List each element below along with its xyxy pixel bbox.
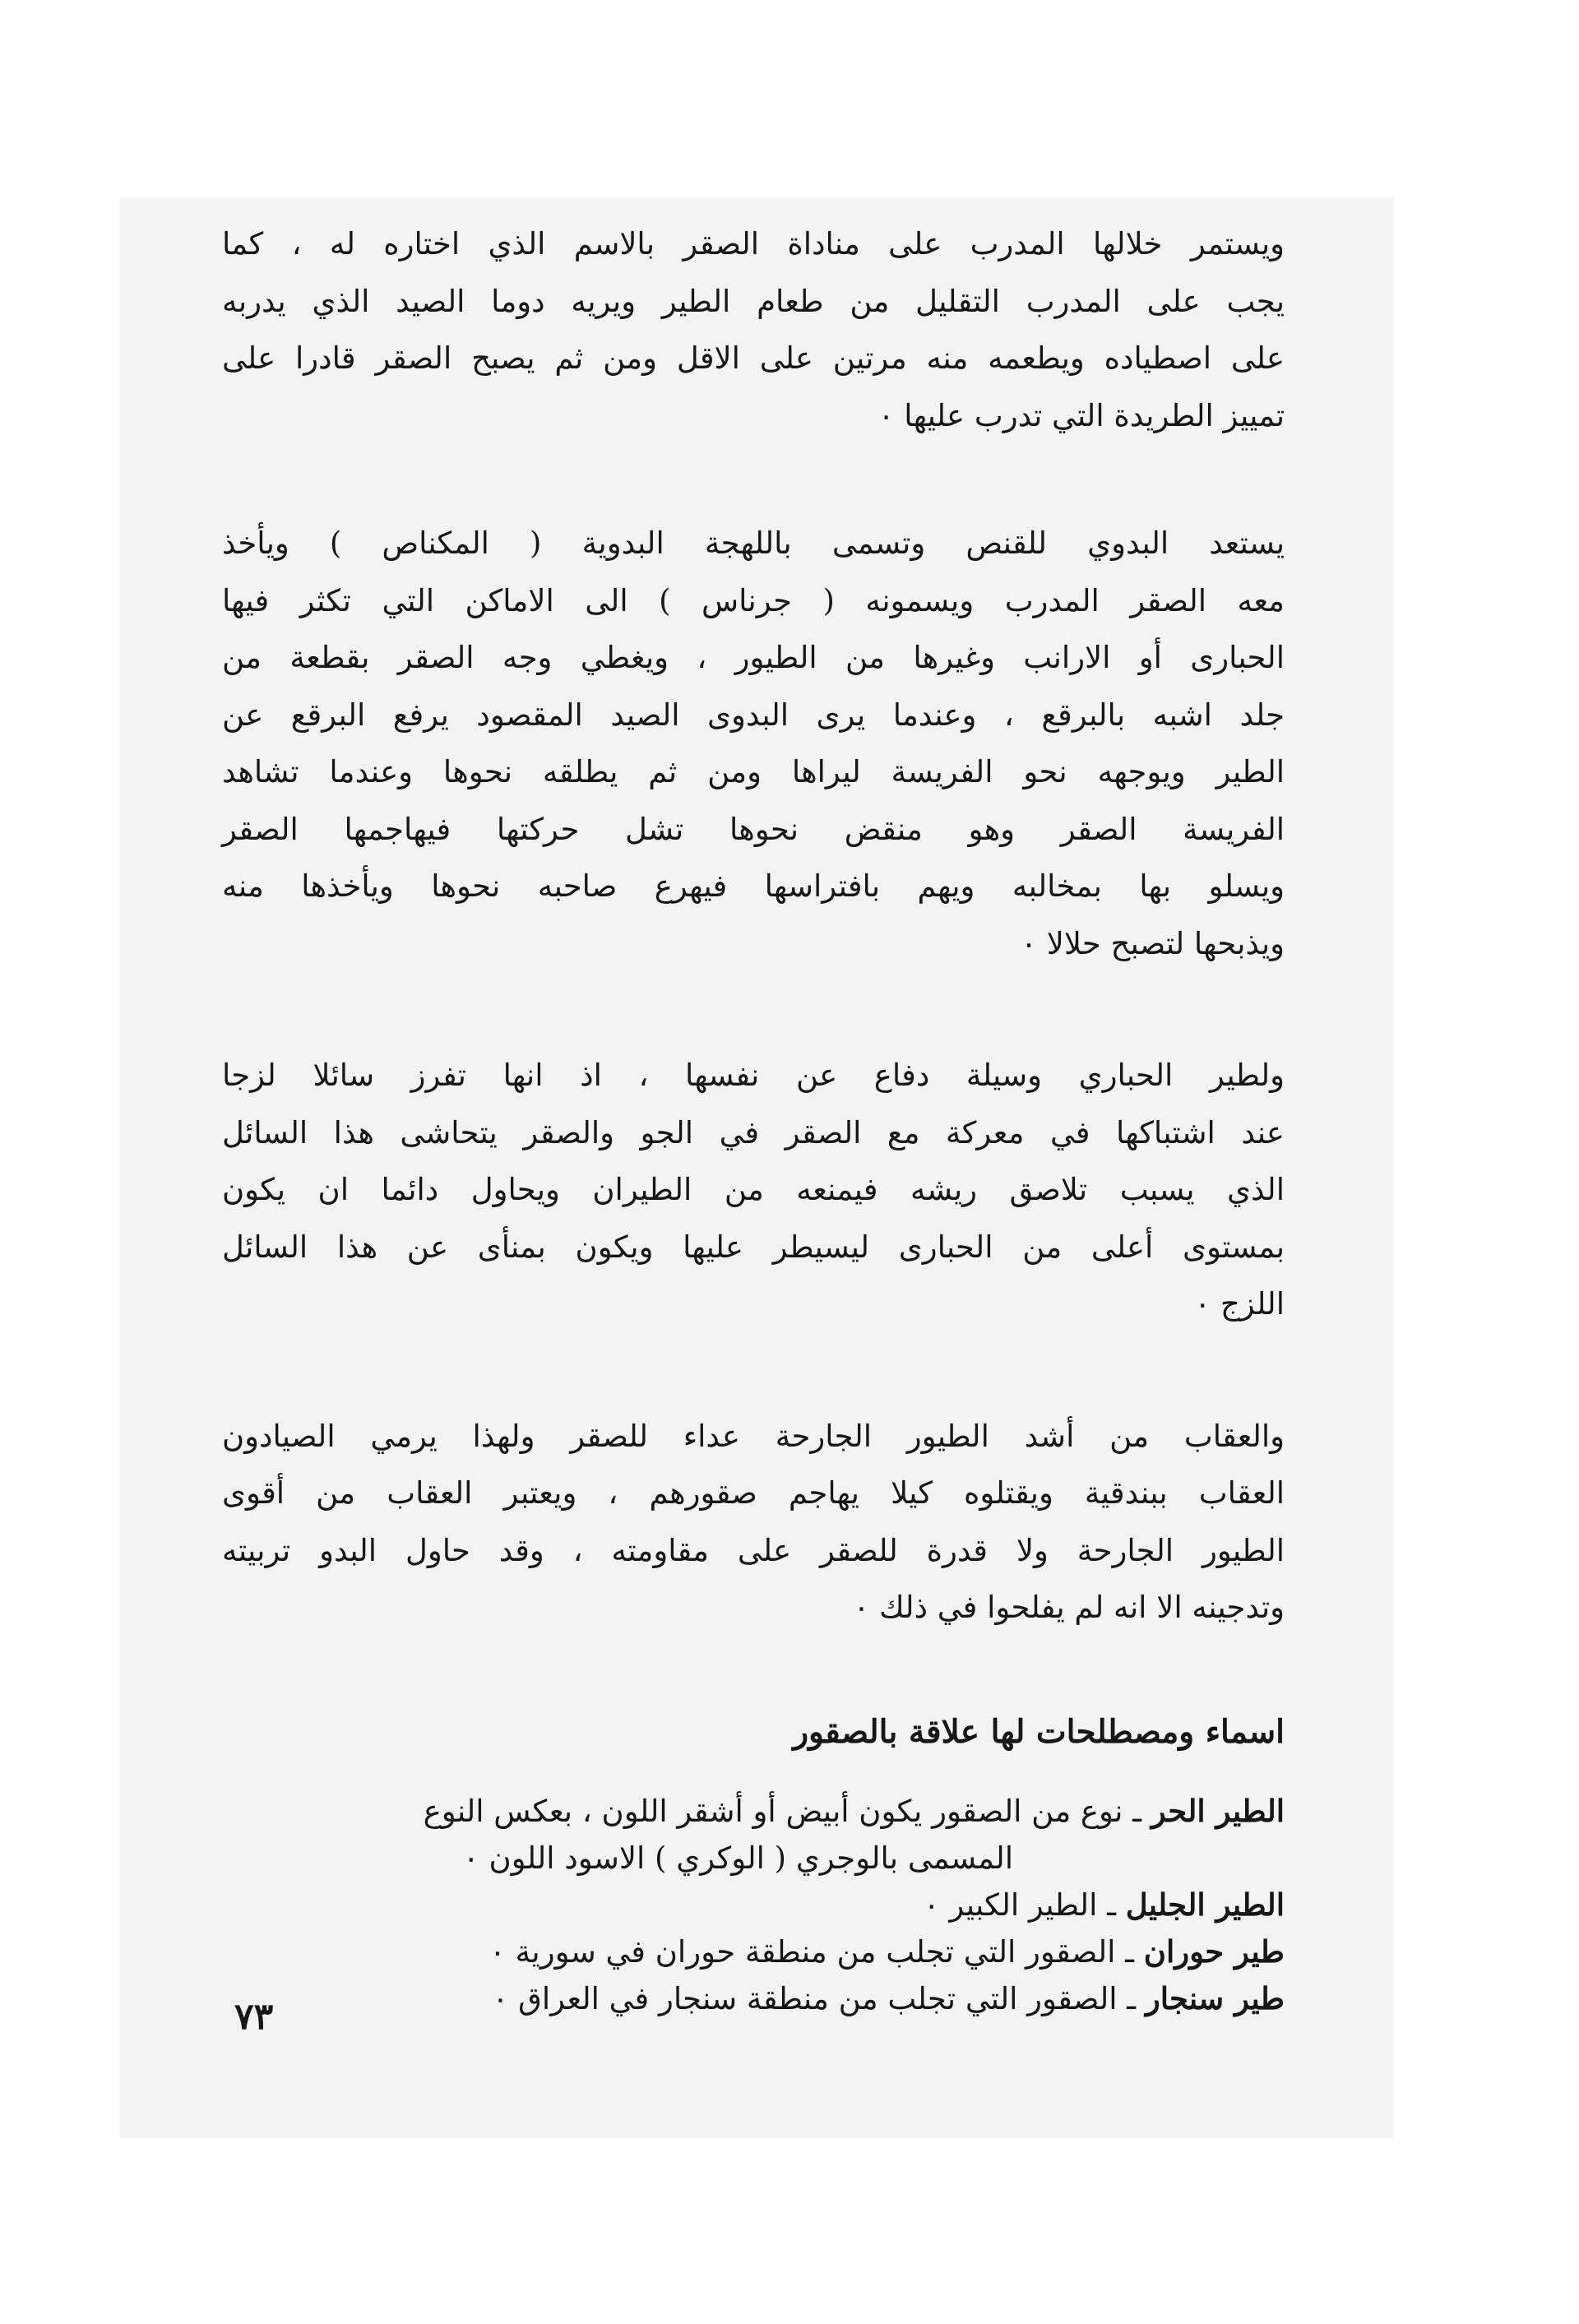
paragraph-line: اللزج ٠	[1194, 1286, 1285, 1322]
paragraph-line: والعقاب من أشد الطيور الجارحة عداء للصقر ولهذا يرمي الصيادون	[222, 1418, 1285, 1454]
paragraph-line: الذي يسبب تلاصق ريشه فيمنعه من الطيران ويحاول دائما ان يكون	[222, 1172, 1285, 1207]
glossary-entry	[222, 1882, 1285, 1928]
paragraph-3	[222, 1047, 1285, 1333]
paragraph-line: على اصطياده ويطعمه منه مرتين على الاقل ومن ثم يصبح الصقر قادرا على	[222, 340, 1285, 376]
glossary-term: طير حوران	[1143, 1933, 1285, 1970]
paragraph-line: الطيور الجارحة ولا قدرة للصقر على مقاومته ، وقد حاول البدو تربيته	[222, 1532, 1285, 1568]
paragraph-line: الحبارى أو الارانب وغيرها من الطيور ، ويغطي وجه الصقر بقطعة من	[222, 640, 1285, 675]
glossary-definition: الصقور التي تجلب من منطقة حوران في سورية ٠	[489, 1933, 1116, 1970]
paragraph-line: تمييز الطريدة التي تدرب عليها ٠	[877, 397, 1285, 433]
paragraph-line: جلد اشبه بالبرقع ، وعندما يرى البدوى الصيد المقصود يرفع البرقع عن	[222, 697, 1285, 733]
paragraph-4	[222, 1408, 1285, 1637]
glossary-list	[222, 1788, 1285, 2022]
term-separator: ـ	[1123, 1793, 1151, 1829]
glossary-definition: نوع من الصقور يكون أبيض أو أشقر اللون ، بعكس النوع	[423, 1793, 1123, 1829]
glossary-definition-continuation: المسمى بالوجري ( الوكري ) الاسود اللون ٠	[462, 1840, 1013, 1876]
book-page	[222, 215, 1285, 2022]
glossary-definition: الطير الكبير ٠	[923, 1887, 1098, 1923]
paragraph-line: عند اشتباكها في معركة مع الصقر في الجو والصقر يتحاشى هذا السائل	[222, 1114, 1285, 1150]
paragraph-line: وتدجينه الا انه لم يفلحوا في ذلك ٠	[853, 1590, 1285, 1625]
paragraph-line: معه الصقر المدرب ويسمونه ( جرناس ) الى الاماكن التي تكثر فيها	[222, 582, 1285, 618]
paragraph-line: بمستوى أعلى من الحبارى ليسيطر عليها ويكون بمنأى عن هذا السائل	[222, 1229, 1285, 1265]
paragraph-line: ويستمر خلالها المدرب على مناداة الصقر بالاسم الذي اختاره له ، كما	[222, 226, 1285, 262]
paragraph-line: ولطير الحباري وسيلة دفاع عن نفسها ، اذ انها تفرز سائلا لزجا	[222, 1058, 1285, 1093]
paragraph-line: ويذبحها لتصبح حلالا ٠	[1021, 925, 1285, 961]
glossary-term: الطير الجليل	[1125, 1886, 1285, 1923]
paragraph-2	[222, 515, 1285, 972]
paragraph-line: الطير ويوجهه نحو الفريسة ليراها ومن ثم يطلقه نحوها وعندما تشاهد	[222, 754, 1285, 789]
paragraph-line: يستعد البدوي للقنص وتسمى باللهجة البدوية ( المكناص ) ويأخذ	[222, 525, 1285, 561]
glossary-entry	[222, 1975, 1285, 2022]
glossary-entry	[222, 1928, 1285, 1975]
paragraph-line: العقاب ببندقية ويقتلوه كيلا يهاجم صقورهم ، ويعتبر العقاب من أقوى	[222, 1475, 1285, 1511]
paragraph-line: يجب على المدرب التقليل من طعام الطير ويريه دوما الصيد الذي يدربه	[222, 283, 1285, 319]
paragraph-line: ويسلو بها بمخالبه ويهم بافتراسها فيهرع صاحبه نحوها ويأخذها منه	[222, 868, 1285, 904]
term-separator: ـ	[1115, 1933, 1144, 1970]
paragraph-line: الفريسة الصقر وهو منقض نحوها تشل حركتها فيهاجمها الصقر	[222, 811, 1285, 847]
term-separator: ـ	[1117, 1980, 1146, 2016]
paragraph-1	[222, 215, 1285, 444]
page-number: ٧٣	[234, 1996, 274, 2038]
glossary-term: طير سنجار	[1145, 1979, 1285, 2016]
glossary-entry	[222, 1788, 1285, 1882]
section-heading: اسماء ومصطلحات لها علاقة بالصقور	[793, 1712, 1285, 1751]
term-separator: ـ	[1097, 1887, 1126, 1923]
glossary-term: الطير الحر	[1151, 1792, 1285, 1829]
glossary-definition: الصقور التي تجلب من منطقة سنجار في العراق ٠	[492, 1980, 1118, 2016]
